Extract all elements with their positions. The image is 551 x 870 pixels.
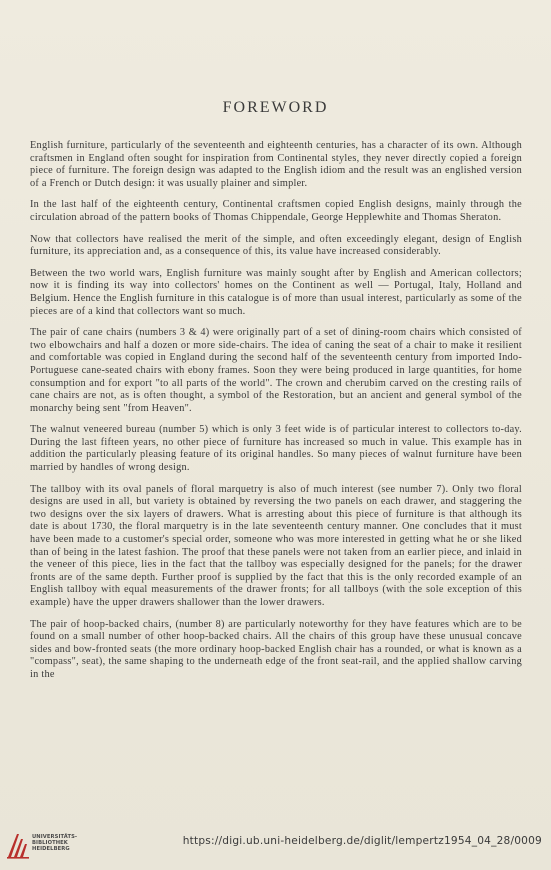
library-name-line: UNIVERSITÄTS- (32, 834, 78, 840)
permalink-url[interactable]: https://digi.ub.uni-heidelberg.de/diglit/lempertz1954_04_28/0009 (182, 835, 542, 847)
paragraph: The walnut veneered bureau (number 5) which is only 3 feet wide is of particular interest to collectors to-day. During the last fifteen years, no other piece of furniture has increased so much in value. This example has in addition the particularly pleasing feature of its original handles. So many pieces of walnut furniture have been married by handles of wrong design. (30, 424, 522, 474)
paragraph: The tallboy with its oval panels of floral marquetry is also of much interest (see number 7). Only two floral designs are used in all, but variety is obtained by reversing the two panels on each drawer, and staggering the two designs over the six layers of drawers. What is arresting about this piece of furniture is that although its date is about 1730, the floral marquetry is in the late seventeenth century manner. One concludes that it must have been made to a customer's special order, someone who was more interested in getting what he or she liked than of being in the latest fashion. The proof that these panels were not taken from an earlier piece, and inlaid in the veneer of this piece, lies in the fact that the tallboy was especially designed for the panels; for the drawer fronts are of the same depth. Further proof is supplied by the fact that this is the only recorded example of an English tallboy with equal measurements of the drawer fronts; for all tallboys (with the sole exception of this example) have the upper drawers shallower than the lower drawers. (30, 483, 522, 608)
library-name-line: BIBLIOTHEK (32, 840, 68, 847)
library-name (32, 834, 77, 853)
paragraph: Between the two world wars, English furniture was mainly sought after by English and American collectors; now it is finding its way into collectors' homes on the Continent as well — Portugal, Italy, Holland and Belgium. Hence the English furniture in this catalogue is of more than usual interest, particularly as some of the pieces are of a kind that collectors want so much. (30, 267, 522, 317)
paragraph: In the last half of the eighteenth century, Continental craftsmen copied English designs, mainly through the circulation abroad of the pattern books of Thomas Chippendale, George Hepplewhite and Thomas Sheraton. (30, 199, 522, 223)
paragraph: English furniture, particularly of the seventeenth and eighteenth centuries, has a character of its own. Although craftsmen in England often sought for inspiration from Continental styles, they never directly copied a foreign piece of furniture. The foreign design was adapted to the English idiom and the result was an englished version of a French or Dutch design: it was usually plainer and simpler. (30, 140, 522, 189)
heidelberg-library-logo-icon (5, 832, 31, 860)
paragraph: The pair of hoop-backed chairs, (number 8) are particularly noteworthy for they have features which are to be found on a small number of other hoop-backed chairs. All the chairs of this group have these unusual concave sides and bow-fronted seats (the more ordinary hoop-backed English chair has a rounded, or what is known as a "compass", seat), the same shaping to the underneath edge of the front seat-rail, and the applied shallow carving in the (30, 618, 522, 680)
page-title: FOREWORD (222, 99, 329, 116)
paragraph: The pair of cane chairs (numbers 3 & 4) were originally part of a set of dining-room chairs which consisted of two elbowchairs and half a dozen or more side-chairs. The idea of caning the seat of a chair to make it resilient and comfortable was copied in England during the second half of the seventeenth century from imported Indo-Portuguese cane-seated chairs with ebony frames. Soon they were being produced in large quantities, for home consumption and for export "to all parts of the world". The crown and cherubim carved on the cresting rails of cane chairs are not, as is often thought, a symbol of the Restoration, but an ancient and general symbol of the monarchy being sent "from Heaven". (30, 327, 522, 414)
foreword-body (30, 140, 522, 691)
library-footer (0, 826, 551, 870)
library-name-line: HEIDELBERG (32, 846, 70, 853)
paragraph: Now that collectors have realised the merit of the simple, and often exceedingly elegant, design of English furniture, its appreciation and, as a consequence of this, its value have increased considerably. (30, 233, 522, 258)
